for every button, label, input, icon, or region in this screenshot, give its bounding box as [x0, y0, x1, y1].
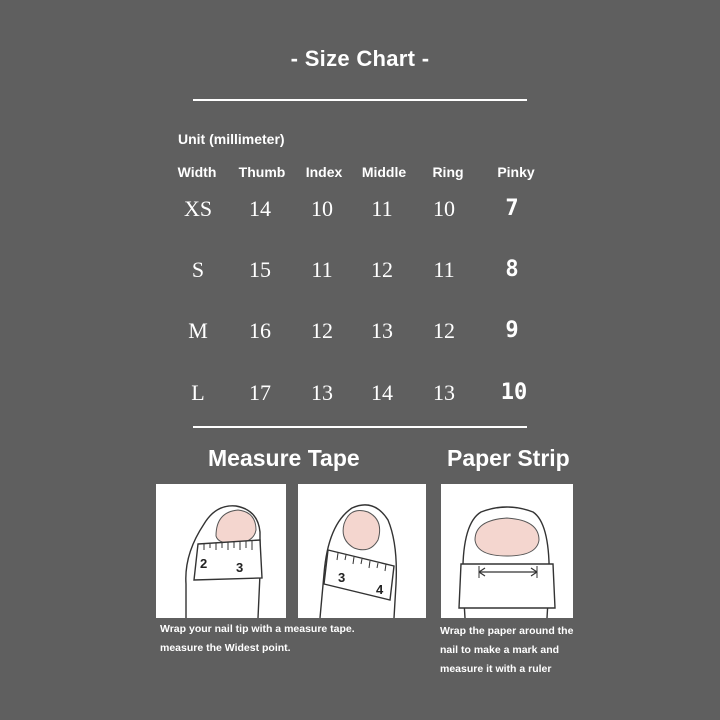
pinky-cell: 10 [500, 380, 528, 405]
paper-strip-caption [440, 622, 573, 679]
tape-number: 4 [376, 582, 384, 597]
middle-cell: 13 [371, 318, 393, 343]
thumb-cell: 17 [249, 380, 271, 405]
header-pinky: Pinky [497, 164, 535, 180]
thumb-cell: 16 [249, 318, 271, 343]
middle-cell: 14 [371, 380, 393, 405]
ring-cell: 12 [433, 318, 455, 343]
header-width: Width [177, 164, 217, 180]
unit-label: Unit (millimeter) [178, 131, 285, 147]
page-title: - Size Chart - [290, 46, 430, 71]
tape-illustration-1 [156, 484, 286, 618]
top-divider [193, 99, 527, 101]
caption-line: measure it with a ruler [440, 663, 552, 675]
index-cell: 10 [311, 196, 333, 221]
header-thumb: Thumb [238, 164, 286, 180]
tape-number: 3 [236, 560, 244, 575]
middle-cell: 12 [371, 257, 393, 282]
caption-line: nail to make a mark and [440, 644, 560, 656]
tape-illustration-2 [298, 484, 426, 618]
thumb-cell: 15 [249, 257, 271, 282]
index-cell: 13 [311, 380, 333, 405]
size-cell: XS [183, 196, 213, 221]
ring-cell: 11 [433, 257, 455, 282]
pinky-cell: 8 [505, 257, 519, 282]
middle-cell: 11 [371, 196, 393, 221]
ring-cell: 13 [433, 380, 455, 405]
size-cell: L [191, 380, 205, 405]
caption-line: measure the Widest point. [160, 642, 291, 654]
tape-number: 2 [200, 556, 208, 571]
measure-tape-title: Measure Tape [208, 445, 360, 471]
header-middle: Middle [361, 164, 407, 180]
thumb-cell: 14 [249, 196, 271, 221]
bottom-divider [193, 426, 527, 428]
paper-strip-illustration [441, 484, 573, 618]
ring-cell: 10 [433, 196, 455, 221]
caption-line: Wrap the paper around the [440, 625, 574, 637]
size-cell: S [191, 257, 205, 282]
tape-number: 3 [338, 570, 346, 585]
size-cell: M [188, 318, 208, 343]
paper-strip-title: Paper Strip [447, 445, 570, 471]
pinky-cell: 9 [505, 318, 519, 343]
header-index: Index [305, 164, 343, 180]
pinky-cell: 7 [505, 196, 519, 221]
index-cell: 12 [311, 318, 333, 343]
index-cell: 11 [311, 257, 333, 282]
header-ring: Ring [432, 164, 464, 180]
measure-tape-caption [160, 620, 355, 658]
caption-line: Wrap your nail tip with a measure tape. [160, 623, 355, 635]
